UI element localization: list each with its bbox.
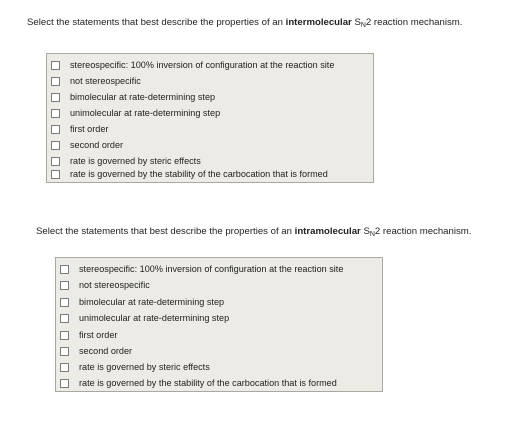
prompt-text: 2 reaction mechanism. — [374, 226, 472, 237]
option-row[interactable] — [60, 262, 378, 276]
option-checkbox[interactable] — [60, 331, 69, 340]
option-row[interactable] — [51, 122, 369, 136]
option-label[interactable]: rate is governed by the stability of the carbocation that is formed — [70, 169, 328, 179]
option-checkbox[interactable] — [60, 298, 69, 307]
option-label[interactable]: stereospecific: 100% inversion of configuration at the reaction site — [70, 60, 335, 70]
option-row[interactable] — [60, 311, 378, 325]
option-label[interactable]: bimolecular at rate-determining step — [70, 92, 216, 102]
option-checkbox[interactable] — [60, 379, 69, 388]
option-checkbox[interactable] — [60, 347, 69, 356]
option-label[interactable]: rate is governed by steric effects — [79, 362, 210, 372]
options-group — [55, 257, 383, 392]
option-checkbox[interactable] — [51, 141, 60, 150]
option-label[interactable]: not stereospecific — [79, 280, 150, 290]
option-label[interactable]: unimolecular at rate-determining step — [70, 108, 221, 118]
option-row[interactable] — [60, 295, 378, 309]
option-checkbox[interactable] — [51, 125, 60, 134]
option-checkbox[interactable] — [51, 157, 60, 166]
prompt-text: S — [351, 17, 361, 28]
option-row[interactable] — [60, 344, 378, 358]
option-checkbox[interactable] — [51, 109, 60, 118]
option-label[interactable]: first order — [79, 330, 118, 340]
option-checkbox[interactable] — [51, 61, 60, 70]
option-row[interactable] — [51, 74, 369, 88]
option-row[interactable] — [51, 138, 369, 152]
option-row[interactable] — [60, 360, 378, 374]
option-label[interactable]: not stereospecific — [70, 76, 141, 86]
option-label[interactable]: rate is governed by the stability of the carbocation that is formed — [79, 378, 337, 388]
option-row[interactable] — [60, 278, 378, 292]
option-label[interactable]: stereospecific: 100% inversion of configuration at the reaction site — [79, 264, 344, 274]
prompt-text: Select the statements that best describe the properties of an — [27, 17, 286, 28]
prompt-subscript: N — [360, 22, 366, 29]
option-row[interactable] — [51, 167, 369, 181]
option-label[interactable]: second order — [79, 346, 133, 356]
option-checkbox[interactable] — [51, 170, 60, 179]
option-label[interactable]: second order — [70, 140, 124, 150]
option-label[interactable]: bimolecular at rate-determining step — [79, 297, 225, 307]
option-row[interactable] — [60, 328, 378, 342]
question-prompt — [36, 226, 471, 238]
prompt-text: Select the statements that best describe the properties of an — [36, 226, 295, 237]
option-checkbox[interactable] — [51, 93, 60, 102]
option-row[interactable] — [60, 376, 378, 390]
prompt-keyword: intramolecular — [294, 226, 361, 237]
option-label[interactable]: unimolecular at rate-determining step — [79, 313, 230, 323]
prompt-subscript: N — [369, 231, 375, 238]
option-checkbox[interactable] — [51, 77, 60, 86]
option-checkbox[interactable] — [60, 363, 69, 372]
prompt-text: S — [360, 226, 370, 237]
option-row[interactable] — [51, 106, 369, 120]
option-row[interactable] — [51, 90, 369, 104]
option-label[interactable]: rate is governed by steric effects — [70, 156, 201, 166]
option-checkbox[interactable] — [60, 281, 69, 290]
prompt-keyword: intermolecular — [285, 17, 352, 28]
option-checkbox[interactable] — [60, 314, 69, 323]
option-checkbox[interactable] — [60, 265, 69, 274]
option-row[interactable] — [51, 154, 369, 168]
option-row[interactable] — [51, 58, 369, 72]
option-label[interactable]: first order — [70, 124, 109, 134]
options-group — [46, 53, 374, 183]
prompt-text: 2 reaction mechanism. — [365, 17, 463, 28]
question-prompt — [27, 17, 462, 29]
